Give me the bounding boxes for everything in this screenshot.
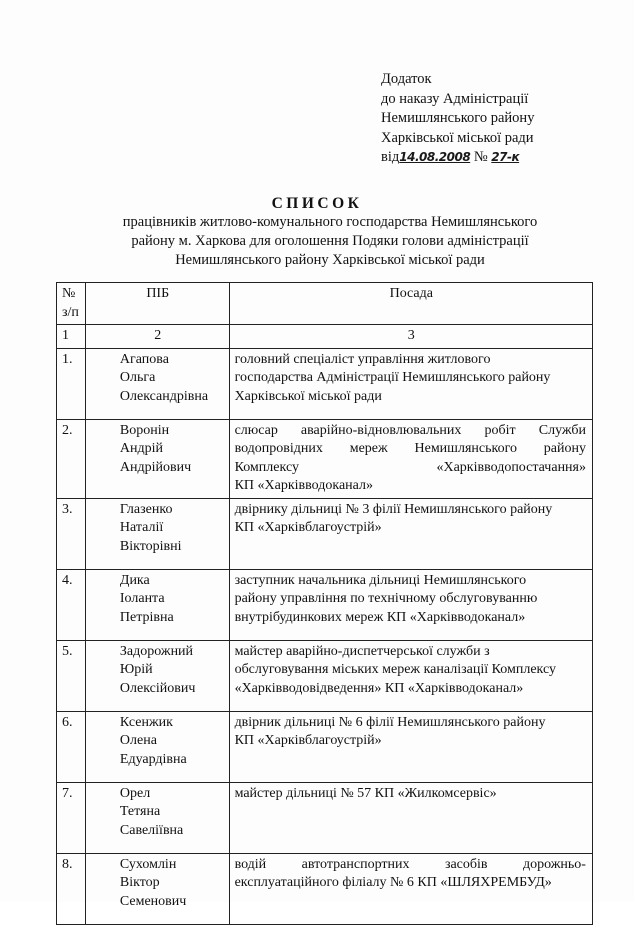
table-row (57, 569, 593, 640)
position-line: господарства Адміністрації Немишлянського району (234, 370, 551, 385)
position-word: робіт (484, 422, 516, 438)
appendix-header (381, 70, 534, 168)
surname: Глазенко (119, 501, 173, 517)
employee-table (56, 282, 593, 925)
table-row (57, 782, 593, 853)
employee-name (85, 419, 229, 498)
row-number: 4. (57, 569, 86, 640)
employee-position (229, 569, 592, 640)
index-cell: 1 (57, 325, 86, 349)
position-line (235, 422, 586, 441)
first-name: Віктор (119, 875, 160, 890)
surname: Ксенжик (119, 714, 173, 730)
header-number-line: № (62, 286, 76, 301)
patronymic: Андрійович (119, 459, 192, 475)
employee-position (229, 711, 592, 782)
position-word: «Харківводопостачання» (436, 459, 586, 475)
table-row (57, 711, 593, 782)
position-word: району (543, 441, 586, 456)
position-line: внутрібудинкових мереж КП «Харківводоканал» (234, 609, 526, 625)
subtitle-line: району м. Харкова для оголошення Подяки голови адміністрації (131, 233, 529, 249)
index-cell: 3 (229, 325, 592, 349)
number-prefix: № (473, 149, 488, 166)
position-line: двірнику дільниці № 3 філії Немишлянського району (234, 501, 553, 517)
position-line: майстер дільниці № 57 КП «Жилкомсервіс» (234, 785, 497, 801)
position-word: водопровідних (234, 441, 323, 456)
document-title: СПИСОК (271, 195, 363, 212)
appendix-line: до наказу Адміністрації (381, 90, 529, 107)
header-position: Посада (229, 283, 592, 325)
employee-name (85, 498, 229, 569)
row-number: 8. (57, 853, 86, 924)
employee-name (85, 711, 229, 782)
position-line: Харківської міської ради (234, 388, 382, 404)
position-word: Комплексу (234, 459, 299, 475)
row-number: 3. (57, 498, 86, 569)
position-line: головний спеціаліст управління житлового (234, 351, 491, 367)
position-word: слюсар (234, 422, 278, 438)
surname: Дика (119, 572, 150, 588)
appendix-line: Харківської міської ради (381, 129, 534, 146)
position-line (235, 856, 586, 875)
patronymic: Олексійович (119, 680, 196, 696)
position-word: Служби (538, 422, 586, 438)
position-word: автотранспортних (301, 856, 410, 872)
position-line: КП «Харківблагоустрій» (234, 520, 382, 535)
employee-name (85, 348, 229, 419)
row-number: 2. (57, 419, 86, 498)
surname: Орел (119, 785, 151, 801)
first-name: Іоланта (119, 591, 165, 606)
table-row (57, 348, 593, 419)
position-line: КП «Харківводоканал» (234, 478, 373, 493)
subtitle-line: працівників житлово-комунального господарства Немишлянського (122, 214, 538, 230)
header-number (57, 283, 86, 325)
surname: Агапова (119, 351, 169, 367)
position-line (235, 459, 586, 478)
table-row (57, 419, 593, 498)
document-subtitle (80, 213, 580, 270)
first-name: Олена (119, 733, 157, 748)
employee-position (229, 782, 592, 853)
patronymic: Едуардівна (119, 751, 187, 767)
position-word: водій (234, 856, 267, 872)
handwritten-number: 27-к (491, 150, 520, 165)
position-line: обслуговування міських мереж каналізації Комплексу (234, 662, 557, 677)
position-line: заступник начальника дільниці Немишлянського (234, 572, 527, 588)
subtitle-line: Немишлянського району Харківської міської ради (175, 252, 485, 268)
appendix-date-line (381, 148, 534, 168)
employee-name (85, 569, 229, 640)
surname: Воронін (119, 422, 170, 438)
row-number: 1. (57, 348, 86, 419)
patronymic: Олександрівна (119, 388, 209, 404)
patronymic: Вікторівні (119, 538, 182, 554)
table-row (57, 640, 593, 711)
position-line: майстер аварійно-диспетчерської служби з (234, 643, 490, 659)
table-index-row (57, 325, 593, 349)
position-line (235, 440, 586, 459)
handwritten-date: 14.08.2008 (399, 150, 471, 165)
position-line: району управління по технічному обслуговуванню (234, 591, 538, 606)
row-number: 6. (57, 711, 86, 782)
first-name: Тетяна (119, 804, 161, 819)
table-row (57, 498, 593, 569)
patronymic: Семенович (119, 893, 187, 909)
appendix-line: Додаток (381, 71, 432, 87)
header-number-line: з/п (62, 304, 79, 320)
position-word: мереж (349, 441, 388, 456)
position-line: двірник дільниці № 6 філії Немишлянського району (234, 714, 546, 730)
employee-position (229, 640, 592, 711)
employee-name (85, 853, 229, 924)
date-prefix: від (381, 149, 400, 166)
table-row (57, 853, 593, 924)
first-name: Наталії (119, 520, 164, 535)
employee-position (229, 853, 592, 924)
row-number: 7. (57, 782, 86, 853)
first-name: Андрій (119, 441, 163, 456)
appendix-line: Немишлянського району (381, 110, 535, 127)
row-number: 5. (57, 640, 86, 711)
header-name: ПІБ (85, 283, 229, 325)
position-line: «Харківводовідведення» КП «Харківводоканал» (234, 680, 524, 696)
index-cell: 2 (85, 325, 229, 349)
patronymic: Петрівна (119, 609, 174, 625)
employee-name (85, 640, 229, 711)
position-line: КП «Харківблагоустрій» (234, 733, 382, 748)
patronymic: Савеліївна (119, 822, 184, 838)
table-header-row (57, 283, 593, 325)
surname: Сухомлін (119, 856, 177, 872)
position-word: аварійно-відновлювальних (300, 422, 462, 438)
employee-position (229, 419, 592, 498)
position-line: експлуатаційного філіалу № 6 КП «ШЛЯХРЕМБУД» (234, 875, 552, 890)
position-word: Немишлянського (414, 441, 517, 456)
position-word: засобів (444, 856, 488, 872)
employee-position (229, 498, 592, 569)
first-name: Юрій (119, 662, 153, 677)
employee-name (85, 782, 229, 853)
employee-position (229, 348, 592, 419)
position-word: дорожньо- (522, 856, 586, 872)
surname: Задорожний (119, 643, 194, 659)
first-name: Ольга (119, 370, 156, 385)
